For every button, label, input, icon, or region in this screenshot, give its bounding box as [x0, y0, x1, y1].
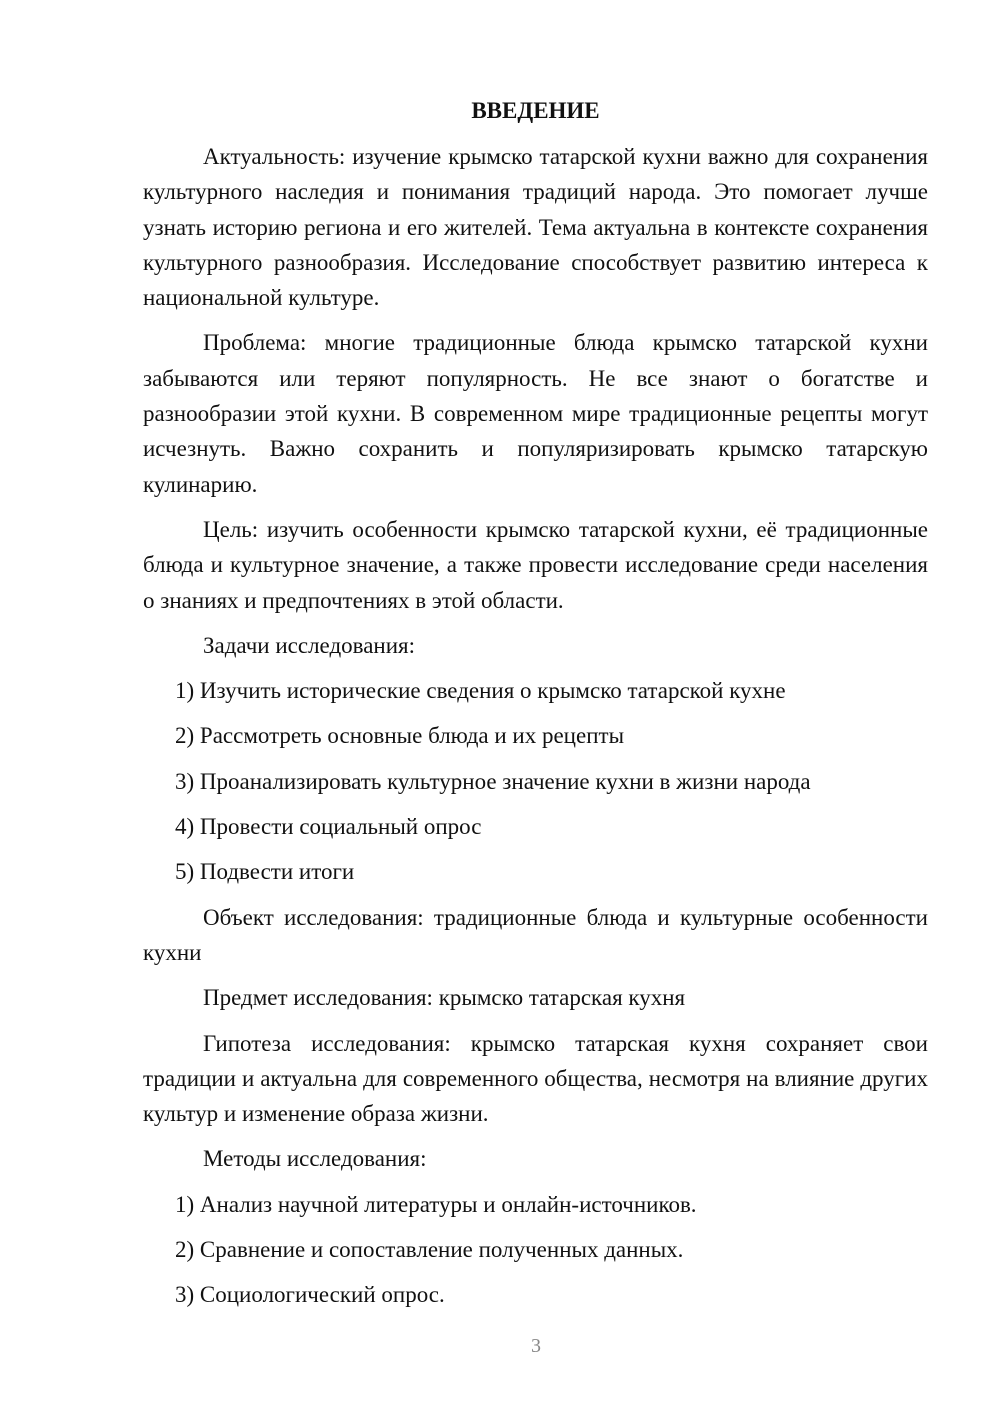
task-item: 2) Рассмотреть основные блюда и их рецепты [175, 723, 625, 749]
methods-heading: Методы исследования: [203, 1146, 427, 1172]
method-item: 2) Сравнение и сопоставление полученных данных. [175, 1237, 684, 1263]
tasks-heading: Задачи исследования: [203, 632, 416, 658]
task-item: 5) Подвести итоги [175, 859, 355, 885]
section-title: ВВЕДЕНИЕ [471, 98, 600, 123]
problem-paragraph: Проблема: многие традиционные блюда крымско татарской кухни забываются или теряют популярность. Не все знают о богатстве и разнообразии этой кухни. В современном мире традиционные рецепты могут исчезнуть. Важно сохранить и популяризировать крымско татарскую кулинарию. [143, 330, 928, 497]
object-paragraph: Объект исследования: традиционные блюда и культурные особенности кухни [143, 904, 928, 965]
task-item: 4) Провести социальный опрос [175, 814, 482, 840]
task-item: 1) Изучить исторические сведения о крымско татарской кухне [175, 678, 786, 704]
hypothesis-paragraph: Гипотеза исследования: крымско татарская кухня сохраняет свои традиции и актуальна для современного общества, несмотря на влияние других культур и изменение образа жизни. [143, 1030, 928, 1127]
page-number: 3 [531, 1335, 541, 1357]
task-item: 3) Проанализировать культурное значение кухни в жизни народа [175, 768, 811, 794]
method-item: 1) Анализ научной литературы и онлайн-источников. [175, 1191, 697, 1217]
goal-paragraph: Цель: изучить особенности крымско татарской кухни, её традиционные блюда и культурное значение, а также провести исследование среди населения о знаниях и предпочтениях в этой области. [143, 516, 928, 613]
page-content [143, 95, 928, 1323]
method-item: 3) Социологический опрос. [175, 1282, 445, 1308]
relevance-paragraph: Актуальность: изучение крымско татарской кухни важно для сохранения культурного наследия и понимания традиций народа. Это помогает лучше узнать историю региона и его жителей. Тема актуальна в контексте сохранения культурного разнообразия. Исследование способствует развитию интереса к национальной культуре. [143, 144, 928, 311]
subject-paragraph: Предмет исследования: крымско татарская кухня [203, 985, 686, 1011]
